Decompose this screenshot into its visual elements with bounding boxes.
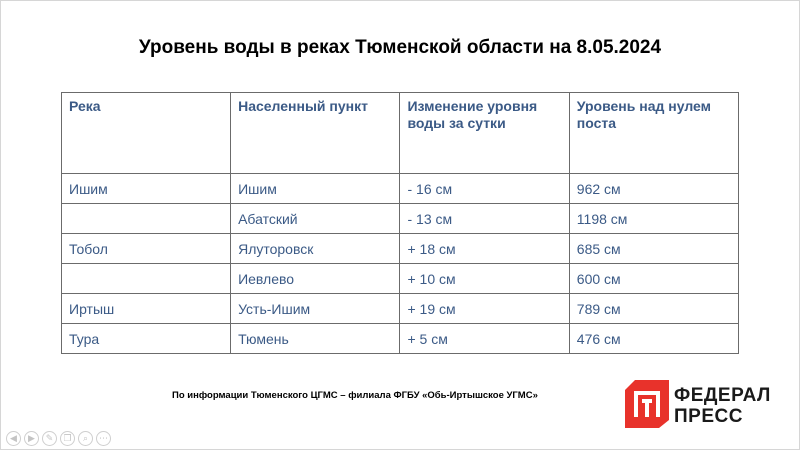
zoom-icon[interactable]: ⌕ <box>78 431 93 446</box>
cell-level: 476 см <box>569 324 738 354</box>
cell-settlement: Абатский <box>231 204 400 234</box>
table-header-row <box>62 93 739 174</box>
cell-change: + 19 см <box>400 294 569 324</box>
header-level: Уровень над нулем поста <box>569 93 738 174</box>
slide-controls <box>6 431 111 446</box>
cell-river <box>62 204 231 234</box>
federalpress-logo-icon <box>625 380 669 428</box>
copy-icon[interactable]: ❐ <box>60 431 75 446</box>
cell-level: 1198 см <box>569 204 738 234</box>
logo-line-1: ФЕДЕРАЛ <box>674 385 771 406</box>
logo-line-2: ПРЕСС <box>674 406 743 427</box>
cell-settlement: Ишим <box>231 174 400 204</box>
cell-settlement: Иевлево <box>231 264 400 294</box>
previous-icon[interactable]: ◀ <box>6 431 21 446</box>
cell-settlement: Тюмень <box>231 324 400 354</box>
cell-river: Ишим <box>62 174 231 204</box>
cell-settlement: Ялуторовск <box>231 234 400 264</box>
table-row <box>62 264 739 294</box>
table-row <box>62 324 739 354</box>
next-icon[interactable]: ▶ <box>24 431 39 446</box>
pen-icon[interactable]: ✎ <box>42 431 57 446</box>
table-row <box>62 204 739 234</box>
cell-river: Иртыш <box>62 294 231 324</box>
slide-title: Уровень воды в реках Тюменской области на 8.05.2024 <box>138 37 662 58</box>
cell-change: + 18 см <box>400 234 569 264</box>
cell-level: 600 см <box>569 264 738 294</box>
cell-level: 685 см <box>569 234 738 264</box>
source-note: По информации Тюменского ЦГМС – филиала ФГБУ «Обь-Иртышское УГМС» <box>172 390 538 401</box>
cell-change: - 13 см <box>400 204 569 234</box>
cell-level: 962 см <box>569 174 738 204</box>
table-row <box>62 294 739 324</box>
more-icon[interactable]: ⋯ <box>96 431 111 446</box>
cell-level: 789 см <box>569 294 738 324</box>
header-settlement: Населенный пункт <box>231 93 400 174</box>
table-row <box>62 174 739 204</box>
water-level-table <box>61 92 739 354</box>
cell-change: + 5 см <box>400 324 569 354</box>
cell-river: Тура <box>62 324 231 354</box>
cell-river: Тобол <box>62 234 231 264</box>
cell-settlement: Усть-Ишим <box>231 294 400 324</box>
header-daily-change: Изменение уровня воды за сутки <box>400 93 569 174</box>
cell-river <box>62 264 231 294</box>
cell-change: + 10 см <box>400 264 569 294</box>
cell-change: - 16 см <box>400 174 569 204</box>
table-row <box>62 234 739 264</box>
header-river: Река <box>62 93 231 174</box>
logo-wordmark <box>674 385 771 427</box>
